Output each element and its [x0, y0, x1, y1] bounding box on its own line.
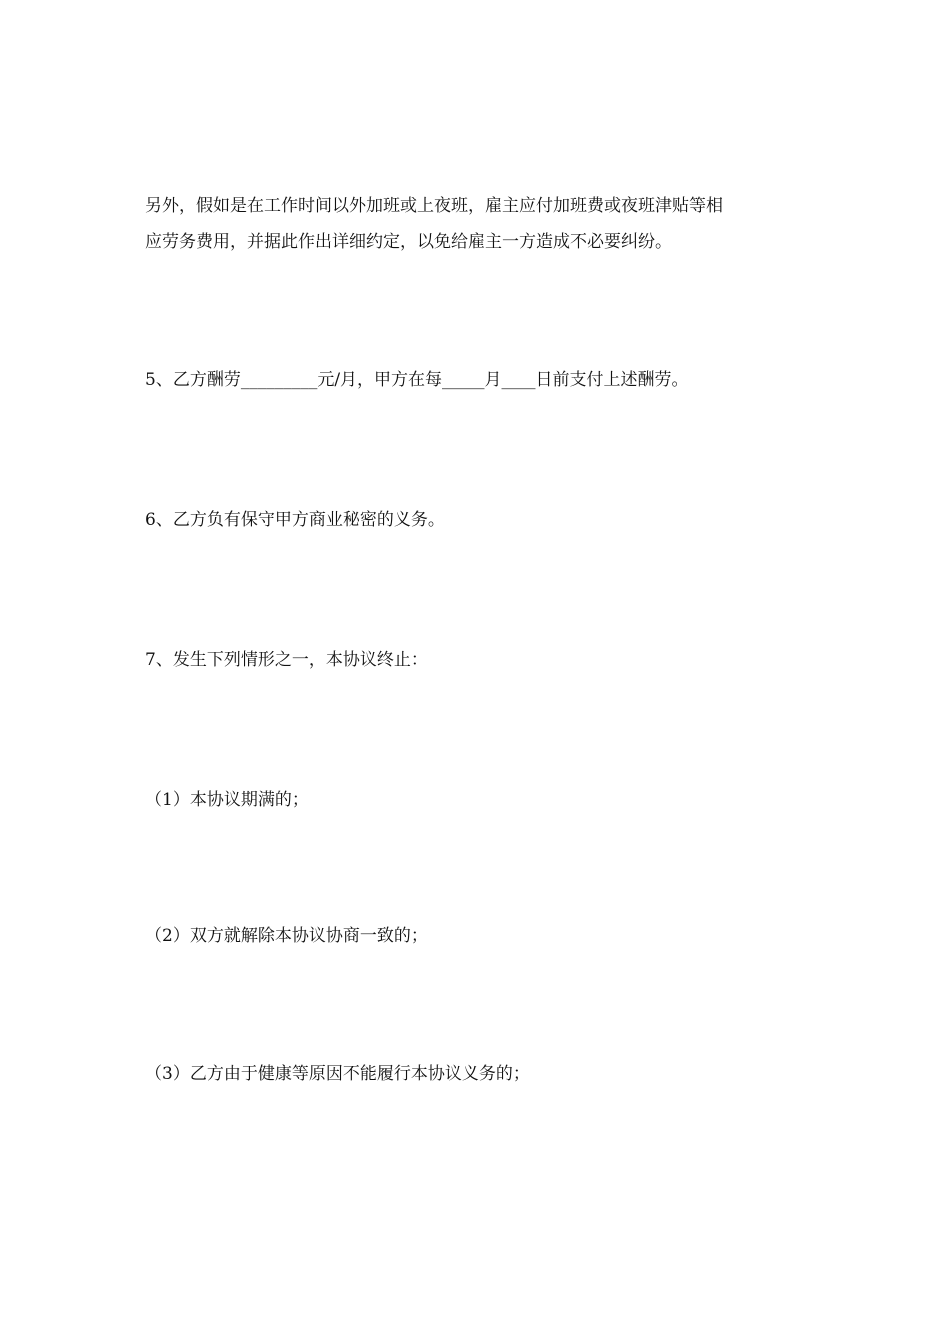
clause-7-termination: 7、发生下列情形之一，本协议终止： [145, 650, 428, 670]
clause-7-item-2: （2）双方就解除本协议协商一致的； [145, 926, 428, 946]
paragraph-overtime-line-1: 另外，假如是在工作时间以外加班或上夜班，雇主应付加班费或夜班津贴等相 [145, 196, 723, 216]
clause-6-confidentiality: 6、乙方负有保守甲方商业秘密的义务。 [145, 510, 445, 530]
paragraph-overtime [145, 188, 825, 260]
clause-5-remuneration: 5、乙方酬劳_________元/月，甲方在每_____月____日前支付上述酬劳。 [145, 370, 689, 390]
clause-7-item-1: （1）本协议期满的； [145, 790, 309, 810]
clause-7-item-3: （3）乙方由于健康等原因不能履行本协议义务的； [145, 1064, 530, 1084]
paragraph-overtime-line-2: 应劳务费用，并据此作出详细约定，以免给雇主一方造成不必要纠纷。 [145, 232, 672, 252]
